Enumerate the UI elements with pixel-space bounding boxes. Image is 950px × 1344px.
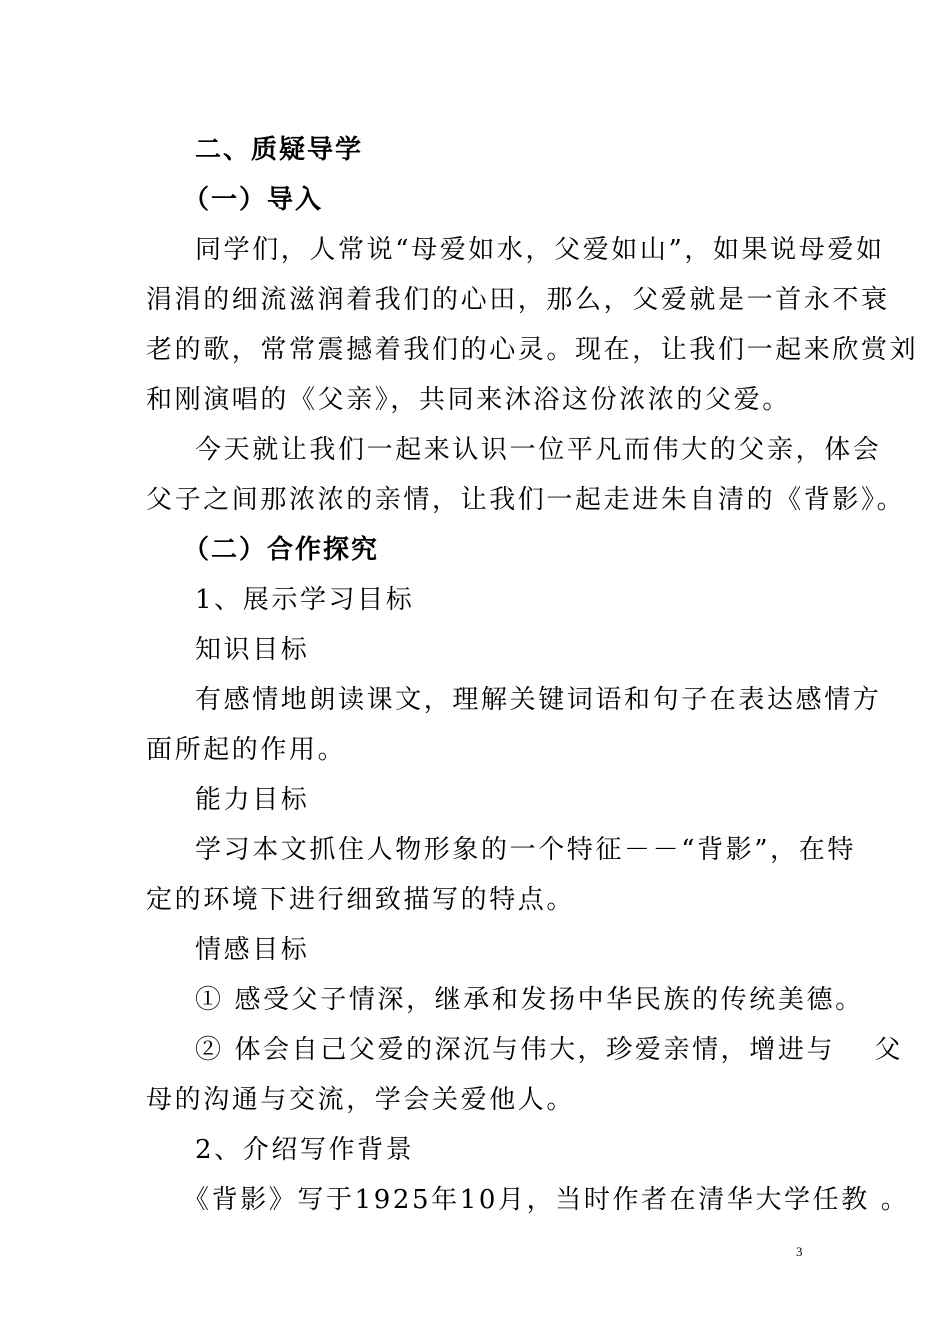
knowledge-goal-line: 面所起的作用。 xyxy=(146,735,347,765)
ability-goal-title: 能力目标 xyxy=(195,785,310,815)
subsection-cooperation-heading: （二）合作探究 xyxy=(183,535,380,565)
emotion-goal-item-2-line: ② 体会自己父爱的深沉与伟大，珍爱亲情，增进与 父 xyxy=(195,1035,904,1065)
emotion-goal-title: 情感目标 xyxy=(195,935,310,965)
intro-paragraph-line: 涓涓的细流滋润着我们的心田，那么，父爱就是一首永不衰 xyxy=(146,285,890,315)
subsection-intro-heading: （一）导入 xyxy=(183,185,324,215)
knowledge-goal-title: 知识目标 xyxy=(195,635,310,665)
ability-goal-line: 学习本文抓住人物形象的一个特征－－“背影”，在特 xyxy=(195,835,856,865)
intro-paragraph-line: 老的歌，常常震撼着我们的心灵。现在，让我们一起来欣赏刘 xyxy=(146,335,919,365)
item-writing-background: 2、介绍写作背景 xyxy=(195,1135,415,1165)
item-show-goals: 1、展示学习目标 xyxy=(195,585,415,615)
intro-paragraph-line: 同学们，人常说“母爱如水，父爱如山”，如果说母爱如 xyxy=(195,235,885,265)
background-paragraph-line: 《背影》写于1925年10月，当时作者在清华大学任教 。 xyxy=(183,1185,910,1215)
knowledge-goal-line: 有感情地朗读课文，理解关键词语和句子在表达感情方 xyxy=(195,685,882,715)
section-title: 二、质疑导学 xyxy=(195,135,364,165)
intro-paragraph-line: 和刚演唱的《父亲》，共同来沐浴这份浓浓的父爱。 xyxy=(146,385,791,415)
ability-goal-line: 定的环境下进行细致描写的特点。 xyxy=(146,885,576,915)
emotion-goal-item-2-line: 母的沟通与交流，学会关爱他人。 xyxy=(146,1085,576,1115)
today-paragraph-line: 父子之间那浓浓的亲情，让我们一起走进朱自清的《背影》。 xyxy=(146,485,906,515)
emotion-goal-item-1: ① 感受父子情深，继承和发扬中华民族的传统美德。 xyxy=(195,985,864,1015)
page-number: 3 xyxy=(796,1244,803,1259)
today-paragraph-line: 今天就让我们一起来认识一位平凡而伟大的父亲，体会 xyxy=(195,435,882,465)
